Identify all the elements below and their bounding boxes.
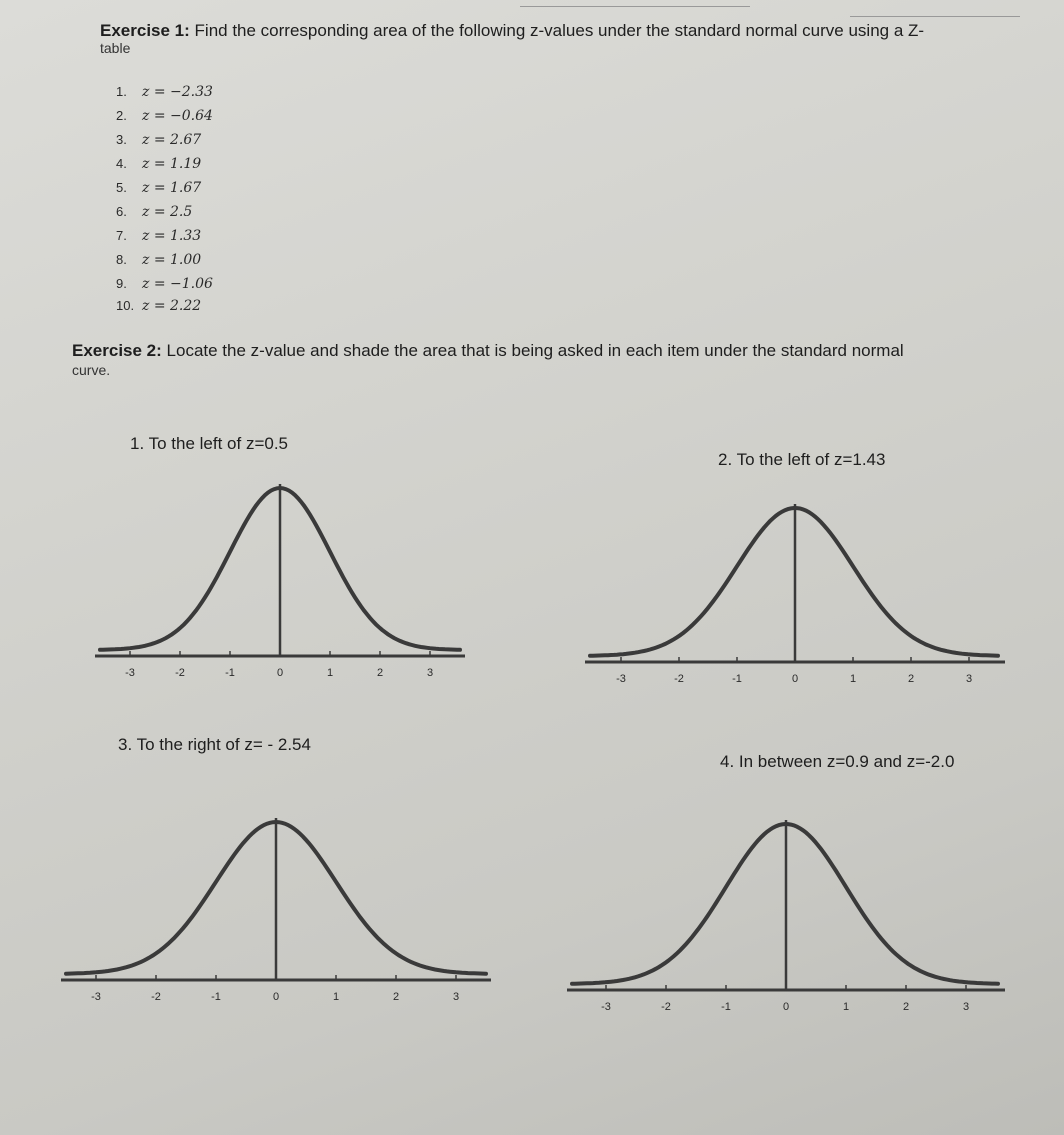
list-item: 3. z = 2.67 [116, 132, 202, 148]
tick-label: 2 [376, 667, 384, 679]
exercise2-heading: Exercise 2: [72, 341, 162, 360]
exercise2-text: Locate the z-value and shade the area that is being asked in each item under the standard normal [166, 341, 904, 360]
normal-curve-3[interactable] [70, 812, 490, 1027]
page-top-rule [520, 6, 750, 7]
task-1-label: 1. To the left of z=0.5 [130, 434, 289, 453]
list-item: 9. z = −1.06 [116, 276, 213, 292]
exercise1-heading: Exercise 1: [100, 21, 190, 40]
tick-label: 2 [392, 991, 400, 1003]
normal-curve-2[interactable] [590, 496, 1010, 701]
tick-label: -3 [601, 1001, 611, 1013]
tick-label: -2 [661, 1001, 671, 1013]
tick-label: 0 [272, 991, 280, 1003]
exercise2-instructions [72, 340, 1052, 361]
tick-label: -2 [151, 991, 161, 1003]
task-4-label: 4. In between z=0.9 and z=-2.0 [720, 752, 955, 771]
tick-label: 2 [902, 1001, 910, 1013]
tick-label: 1 [849, 673, 857, 685]
tick-label: 0 [276, 667, 284, 679]
list-item: 1. z = −2.33 [116, 84, 213, 100]
task-2-label: 2. To the left of z=1.43 [718, 450, 886, 469]
normal-curve-4[interactable] [580, 812, 1010, 1032]
tick-label: -1 [721, 1001, 731, 1013]
tick-label: 3 [962, 1001, 970, 1013]
exercise1-instructions [100, 20, 1040, 41]
list-item: 6. z = 2.5 [116, 204, 193, 220]
tick-label: 3 [426, 667, 434, 679]
exercise1-text: Find the corresponding area of the following z-values under the standard normal curve using a Z- [194, 21, 925, 40]
list-item: 5. z = 1.67 [116, 180, 202, 196]
list-item: 4. z = 1.19 [116, 156, 202, 172]
tick-label: -1 [211, 991, 221, 1003]
tick-label: -3 [91, 991, 101, 1003]
page-top-rule-right [850, 16, 1020, 17]
exercise2-text-cont: curve. [72, 362, 111, 378]
tick-label: -2 [175, 667, 185, 679]
tick-label: 3 [965, 673, 973, 685]
tick-label: -2 [674, 673, 684, 685]
list-item: 10. z = 2.22 [116, 298, 202, 314]
tick-label: 0 [791, 673, 799, 685]
tick-label: 1 [326, 667, 334, 679]
exercise1-text-cont: table [100, 40, 131, 56]
list-item: 8. z = 1.00 [116, 252, 202, 268]
tick-label: 2 [907, 673, 915, 685]
tick-label: -1 [225, 667, 235, 679]
tick-label: 0 [782, 1001, 790, 1013]
list-item: 2. z = −0.64 [116, 108, 213, 124]
tick-label: 1 [332, 991, 340, 1003]
normal-curve-1[interactable] [100, 478, 470, 683]
tick-label: -1 [732, 673, 742, 685]
tick-label: -3 [125, 667, 135, 679]
list-item: 7. z = 1.33 [116, 228, 202, 244]
tick-label: 3 [452, 991, 460, 1003]
task-3-label: 3. To the right of z= - 2.54 [118, 735, 311, 754]
tick-label: 1 [842, 1001, 850, 1013]
tick-label: -3 [616, 673, 626, 685]
